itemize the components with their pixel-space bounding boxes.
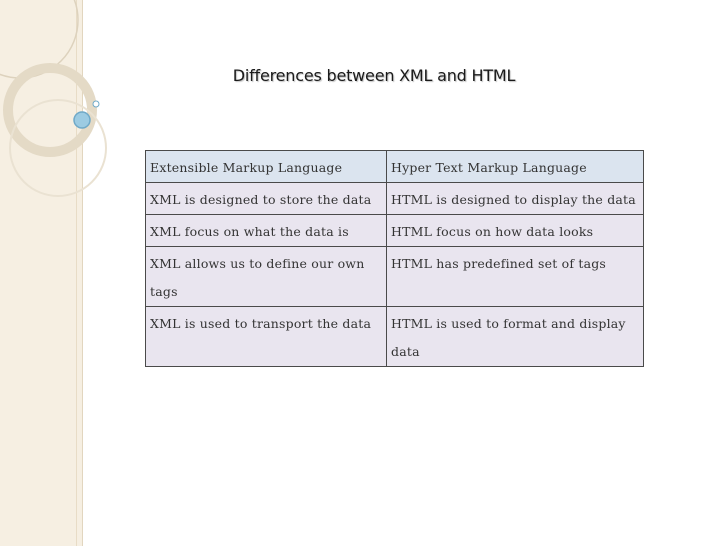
table-row [146, 247, 644, 307]
header-cell-xml: Extensible Markup Language [146, 151, 387, 183]
cell-xml: XML is designed to store the data [146, 183, 387, 215]
table-header-row [146, 151, 644, 183]
header-cell-html: Hyper Text Markup Language [387, 151, 644, 183]
table-row [146, 307, 644, 367]
slide-title: Differences between XML and HTML [232, 66, 516, 85]
cell-xml: XML is used to transport the data [146, 307, 387, 367]
comparison-table [145, 150, 644, 367]
cell-html: HTML has predefined set of tags [387, 247, 644, 307]
cell-xml: XML focus on what the data is [146, 215, 387, 247]
cell-html: HTML is used to format and display data [387, 307, 644, 367]
cell-html: HTML is designed to display the data [387, 183, 644, 215]
table-row [146, 183, 644, 215]
table-row [146, 215, 644, 247]
cell-xml: XML allows us to define our own tags [146, 247, 387, 307]
cell-html: HTML focus on how data looks [387, 215, 644, 247]
